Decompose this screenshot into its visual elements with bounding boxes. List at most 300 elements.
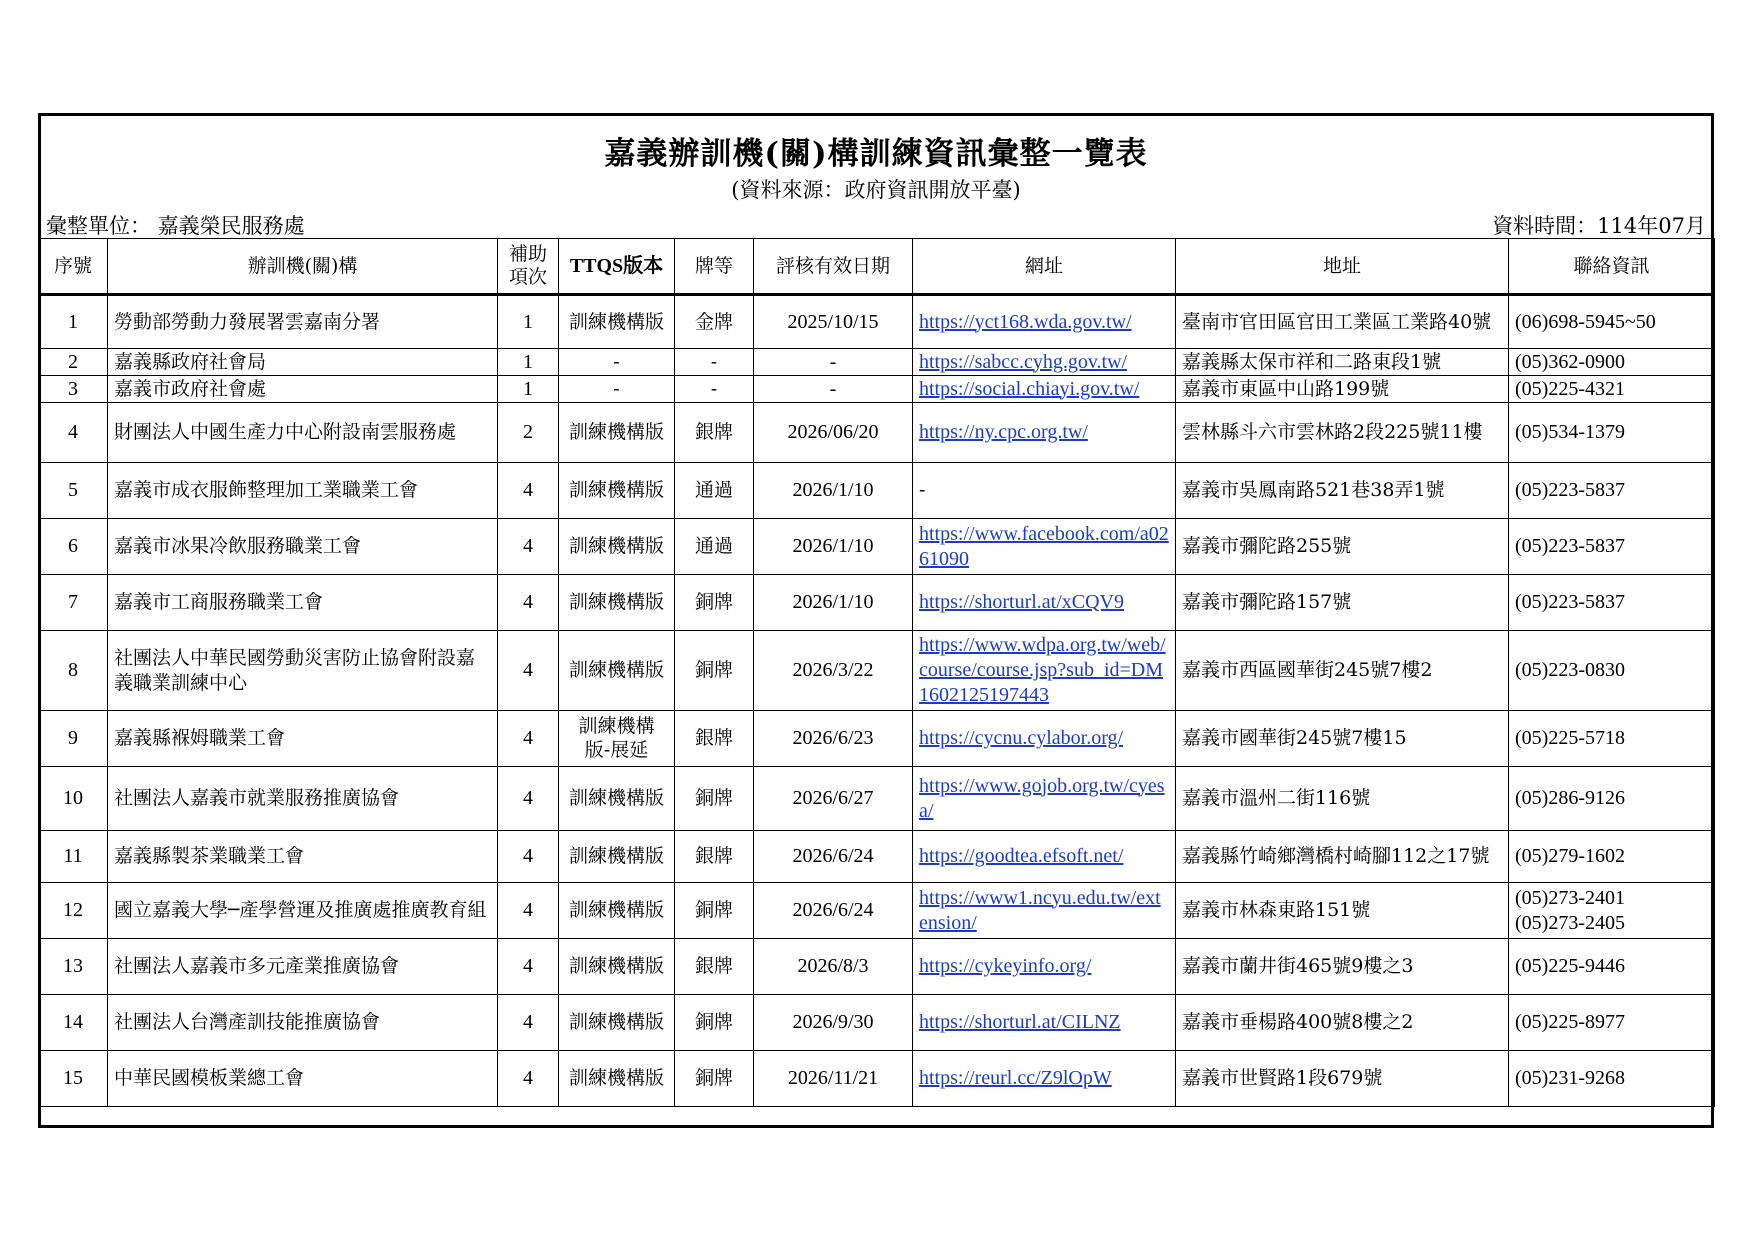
cell-org [108, 939, 498, 995]
cell-valid-date [754, 767, 913, 831]
cell-seq [39, 831, 108, 883]
cell-subsidy-text: 4 [523, 591, 533, 613]
cell-subsidy [498, 631, 559, 711]
cell-ttqs-text: 訓練機構版 [568, 310, 664, 333]
cell-grade [675, 767, 754, 831]
cell-subsidy-text: 4 [523, 479, 533, 501]
cell-valid-date-text: - [829, 350, 837, 373]
cell-org-text: 社團法人嘉義市多元產業推廣協會 [114, 955, 400, 977]
cell-subsidy-text: 4 [523, 535, 533, 557]
cell-contact [1509, 376, 1715, 403]
url-link[interactable]: https://www1.ncyu.edu.tw/extension/ [919, 886, 1161, 934]
cell-contact [1509, 831, 1715, 883]
table-row [39, 463, 1715, 519]
cell-address [1176, 831, 1509, 883]
cell-valid-date [754, 631, 913, 711]
table-header-row [39, 239, 1715, 295]
cell-url [913, 1051, 1176, 1107]
cell-contact-text: (05)225-9446 [1515, 955, 1625, 977]
cell-grade-text: 金牌 [694, 310, 733, 333]
cell-grade-text: 銀牌 [694, 421, 733, 443]
cell-contact [1509, 349, 1715, 376]
cell-seq [39, 1051, 108, 1107]
cell-contact [1509, 995, 1715, 1051]
table-row [39, 349, 1715, 376]
url-link[interactable]: https://shorturl.at/xCQV9 [919, 591, 1124, 613]
table-body [39, 295, 1715, 1107]
cell-seq-text: 11 [63, 845, 83, 867]
cell-contact [1509, 403, 1715, 463]
cell-valid-date [754, 295, 913, 349]
cell-ttqs [559, 883, 675, 939]
cell-address [1176, 349, 1509, 376]
cell-grade [675, 939, 754, 995]
cell-grade-text: 銅牌 [694, 787, 733, 809]
cell-ttqs-text: 訓練機構版 [568, 1011, 664, 1033]
cell-valid-date [754, 939, 913, 995]
cell-org-text: 嘉義市工商服務職業工會 [114, 591, 324, 613]
cell-grade [675, 575, 754, 631]
cell-org [108, 376, 498, 403]
cell-subsidy-text: 1 [523, 350, 533, 373]
table-row [39, 939, 1715, 995]
cell-ttqs-text: 訓練機構版 [568, 479, 664, 501]
cell-ttqs [559, 711, 675, 767]
cell-subsidy-text: 4 [523, 845, 533, 867]
header-subsidy: 補助項次 [498, 239, 559, 295]
cell-address-text: 嘉義市林森東路151號 [1182, 899, 1371, 921]
table-row [39, 295, 1715, 349]
url-link[interactable]: https://www.gojob.org.tw/cyesa/ [919, 774, 1165, 822]
cell-valid-date-text: 2026/3/22 [792, 659, 874, 681]
table-row [39, 1051, 1715, 1107]
cell-ttqs [559, 767, 675, 831]
cell-subsidy-text: 2 [523, 421, 533, 443]
cell-ttqs [559, 831, 675, 883]
cell-seq [39, 349, 108, 376]
cell-contact-text: (05)223-5837 [1515, 535, 1625, 557]
cell-url [913, 883, 1176, 939]
cell-ttqs [559, 349, 675, 376]
document-sheet [38, 113, 1714, 1128]
cell-address [1176, 403, 1509, 463]
cell-contact-text: (05)286-9126 [1515, 787, 1625, 809]
cell-seq [39, 519, 108, 575]
cell-valid-date-text: 2026/8/3 [797, 955, 869, 977]
cell-address-text: 嘉義市東區中山路199號 [1182, 377, 1390, 400]
cell-valid-date-text: 2026/1/10 [792, 479, 874, 501]
cell-subsidy [498, 939, 559, 995]
cell-subsidy [498, 349, 559, 376]
cell-org [108, 349, 498, 376]
cell-grade-text: 銀牌 [694, 845, 733, 867]
cell-grade [675, 349, 754, 376]
cell-address [1176, 883, 1509, 939]
url-link[interactable]: https://goodtea.efsoft.net/ [919, 845, 1124, 867]
cell-address-text: 嘉義市溫州二街116號 [1182, 787, 1371, 809]
cell-contact [1509, 767, 1715, 831]
table-row [39, 376, 1715, 403]
url-link[interactable]: https://sabcc.cyhg.gov.tw/ [919, 350, 1128, 373]
cell-seq [39, 376, 108, 403]
compiling-unit: 彙整單位： 嘉義榮民服務處 [46, 214, 305, 238]
cell-contact [1509, 463, 1715, 519]
cell-grade-text: 銅牌 [694, 659, 733, 681]
document-title: 嘉義辦訓機(關)構訓練資訊彙整一覽表 [604, 136, 1148, 172]
cell-address-text: 雲林縣斗六市雲林路2段225號11樓 [1182, 421, 1483, 443]
cell-url [913, 631, 1176, 711]
cell-valid-date [754, 831, 913, 883]
cell-seq [39, 711, 108, 767]
cell-address [1176, 1051, 1509, 1107]
cell-url [913, 349, 1176, 376]
cell-seq-text: 1 [68, 310, 78, 333]
cell-ttqs [559, 519, 675, 575]
cell-ttqs-text: - [613, 350, 620, 373]
cell-valid-date-text: 2026/1/10 [792, 535, 874, 557]
document-subtitle: (資料來源：政府資訊開放平臺) [731, 178, 1021, 202]
cell-address [1176, 295, 1509, 349]
cell-org-text: 財團法人中國生產力中心附設南雲服務處 [114, 421, 457, 443]
cell-subsidy [498, 883, 559, 939]
header-grade: 牌等 [675, 239, 754, 295]
cell-contact-text: (05)223-5837 [1515, 591, 1625, 613]
cell-org [108, 995, 498, 1051]
cell-grade [675, 1051, 754, 1107]
cell-org-text: 勞動部勞動力發展署雲嘉南分署 [114, 310, 381, 333]
url-link[interactable]: https://shorturl.at/CILNZ [919, 1011, 1121, 1033]
cell-seq [39, 995, 108, 1051]
cell-contact-text: (05)223-0830 [1515, 659, 1625, 681]
cell-seq-text: 15 [63, 1067, 83, 1089]
cell-contact [1509, 711, 1715, 767]
cell-subsidy-text: 4 [523, 899, 533, 921]
cell-subsidy-text: 1 [523, 377, 533, 400]
cell-ttqs-text: 訓練機構版 [568, 659, 664, 681]
cell-org-text: 中華民國模板業總工會 [114, 1067, 305, 1089]
header-seq: 序號 [39, 239, 108, 295]
cell-url [913, 376, 1176, 403]
header-ttqs: TTQS版本 [559, 239, 675, 295]
cell-grade [675, 376, 754, 403]
cell-valid-date [754, 995, 913, 1051]
cell-seq [39, 403, 108, 463]
cell-org-text: 嘉義市政府社會處 [114, 377, 267, 400]
cell-ttqs-text: 訓練機構版-展延 [578, 715, 655, 761]
cell-grade-text: 銅牌 [694, 1067, 733, 1089]
cell-seq [39, 295, 108, 349]
cell-valid-date-text: 2026/1/10 [792, 591, 874, 613]
cell-ttqs-text: 訓練機構版 [568, 845, 664, 867]
cell-ttqs-text: 訓練機構版 [568, 899, 664, 921]
cell-address-text: 嘉義市垂楊路400號8樓之2 [1182, 1011, 1414, 1033]
url-link[interactable]: https://reurl.cc/Z9lOpW [919, 1067, 1112, 1089]
cell-contact-text: (05)225-4321 [1515, 377, 1625, 400]
cell-grade [675, 631, 754, 711]
cell-org [108, 1051, 498, 1107]
cell-valid-date-text: 2026/6/27 [792, 787, 874, 809]
cell-seq-text: 5 [68, 479, 78, 501]
cell-contact [1509, 631, 1715, 711]
cell-grade-text: 銀牌 [694, 727, 733, 749]
cell-contact [1509, 519, 1715, 575]
cell-ttqs-text: 訓練機構版 [568, 1067, 664, 1089]
cell-url [913, 767, 1176, 831]
table-row [39, 519, 1715, 575]
cell-subsidy-text: 4 [523, 659, 533, 681]
cell-url [913, 403, 1176, 463]
cell-address [1176, 711, 1509, 767]
cell-ttqs [559, 376, 675, 403]
url-link[interactable]: https://cycnu.cylabor.org/ [919, 727, 1124, 749]
cell-org [108, 831, 498, 883]
cell-valid-date-text: 2026/11/21 [787, 1067, 879, 1089]
cell-org-text: 嘉義縣製茶業職業工會 [114, 845, 305, 867]
cell-valid-date [754, 519, 913, 575]
cell-contact-text: (05)273-2401 (05)273-2405 [1515, 886, 1625, 934]
cell-subsidy-text: 4 [523, 1011, 533, 1033]
cell-valid-date-text: 2026/6/23 [792, 727, 874, 749]
header-valid: 評核有效日期 [754, 239, 913, 295]
cell-contact [1509, 883, 1715, 939]
cell-address [1176, 631, 1509, 711]
table-row [39, 711, 1715, 767]
cell-ttqs-text: 訓練機構版 [568, 421, 664, 443]
cell-grade [675, 711, 754, 767]
cell-grade-text: 通過 [694, 479, 733, 501]
cell-seq-text: 12 [63, 899, 83, 921]
cell-ttqs [559, 295, 675, 349]
cell-org-text: 嘉義縣政府社會局 [114, 350, 267, 373]
cell-valid-date-text: 2026/06/20 [787, 421, 879, 443]
cell-seq [39, 463, 108, 519]
cell-grade [675, 463, 754, 519]
cell-seq [39, 883, 108, 939]
cell-org-text: 嘉義市冰果冷飲服務職業工會 [114, 535, 362, 557]
cell-url-text: - [919, 479, 926, 501]
cell-org [108, 295, 498, 349]
header-url: 網址 [913, 239, 1176, 295]
data-date: 資料時間：114年07月 [1492, 214, 1706, 238]
cell-valid-date [754, 376, 913, 403]
table-row [39, 575, 1715, 631]
cell-grade-text: 銅牌 [694, 591, 733, 613]
cell-valid-date-text: 2026/9/30 [792, 1011, 874, 1033]
cell-url [913, 519, 1176, 575]
cell-seq-text: 13 [63, 955, 83, 977]
cell-seq-text: 14 [63, 1011, 83, 1033]
cell-org [108, 631, 498, 711]
cell-org-text: 社團法人台灣產訓技能推廣協會 [114, 1011, 381, 1033]
cell-ttqs [559, 631, 675, 711]
cell-seq-text: 4 [68, 421, 78, 443]
table-row [39, 767, 1715, 831]
cell-valid-date [754, 711, 913, 767]
url-link[interactable]: https://social.chiayi.gov.tw/ [919, 377, 1140, 400]
cell-address-text: 嘉義縣竹崎鄉灣橋村崎腳112之17號 [1182, 845, 1490, 867]
cell-address-text: 嘉義市西區國華街245號7樓2 [1182, 659, 1433, 681]
cell-grade [675, 831, 754, 883]
cell-address [1176, 995, 1509, 1051]
cell-subsidy [498, 295, 559, 349]
cell-subsidy [498, 376, 559, 403]
table-row [39, 831, 1715, 883]
cell-url [913, 575, 1176, 631]
cell-seq-text: 3 [68, 377, 78, 400]
cell-url [913, 995, 1176, 1051]
cell-valid-date [754, 883, 913, 939]
cell-subsidy-text: 4 [523, 1067, 533, 1089]
cell-org-text: 嘉義縣褓姆職業工會 [114, 727, 286, 749]
cell-subsidy-text: 4 [523, 955, 533, 977]
cell-seq-text: 2 [68, 350, 78, 373]
cell-contact-text: (05)223-5837 [1515, 479, 1625, 501]
cell-ttqs [559, 995, 675, 1051]
cell-url [913, 463, 1176, 519]
cell-ttqs [559, 463, 675, 519]
training-institution-table [38, 238, 1715, 1107]
cell-ttqs-text: 訓練機構版 [568, 535, 664, 557]
cell-contact-text: (06)698-5945~50 [1515, 310, 1656, 333]
cell-subsidy-text: 4 [523, 727, 533, 749]
cell-subsidy-text: 1 [523, 310, 533, 333]
cell-grade-text: 銅牌 [694, 1011, 733, 1033]
cell-address [1176, 575, 1509, 631]
cell-org-text: 嘉義市成衣服飾整理加工業職業工會 [114, 479, 419, 501]
cell-org-text: 國立嘉義大學─產學營運及推廣處推廣教育組 [114, 899, 487, 921]
cell-org [108, 575, 498, 631]
cell-subsidy [498, 767, 559, 831]
cell-org [108, 767, 498, 831]
url-link[interactable]: https://ny.cpc.org.tw/ [919, 421, 1088, 443]
cell-address [1176, 519, 1509, 575]
cell-subsidy [498, 575, 559, 631]
cell-seq-text: 8 [68, 659, 78, 681]
cell-grade-text: - [710, 377, 718, 400]
header-org: 辦訓機(關)構 [108, 239, 498, 295]
cell-ttqs [559, 575, 675, 631]
header-address: 地址 [1176, 239, 1509, 295]
cell-address-text: 嘉義市蘭井街465號9樓之3 [1182, 955, 1414, 977]
cell-subsidy [498, 403, 559, 463]
cell-contact-text: (05)225-5718 [1515, 727, 1625, 749]
cell-grade [675, 883, 754, 939]
cell-org [108, 711, 498, 767]
cell-subsidy [498, 1051, 559, 1107]
cell-seq [39, 631, 108, 711]
table-row [39, 995, 1715, 1051]
cell-ttqs-text: 訓練機構版 [568, 591, 664, 613]
cell-org [108, 883, 498, 939]
cell-seq-text: 6 [68, 535, 78, 557]
cell-contact-text: (05)534-1379 [1515, 421, 1625, 443]
cell-valid-date-text: 2026/6/24 [792, 845, 874, 867]
cell-ttqs-text: - [613, 377, 620, 400]
cell-org-text: 社團法人嘉義市就業服務推廣協會 [114, 787, 400, 809]
cell-contact-text: (05)225-8977 [1515, 1011, 1625, 1033]
cell-ttqs [559, 939, 675, 995]
url-link[interactable]: https://www.wdpa.org.tw/web/course/course.jsp?sub_id=DM1602125197443 [919, 634, 1166, 706]
cell-valid-date [754, 349, 913, 376]
cell-org-text: 社團法人中華民國勞動災害防止協會附設嘉義職業訓練中心 [114, 646, 476, 694]
cell-valid-date [754, 463, 913, 519]
cell-subsidy-text: 4 [523, 787, 533, 809]
cell-subsidy [498, 995, 559, 1051]
cell-contact [1509, 939, 1715, 995]
url-link[interactable]: https://cykeyinfo.org/ [919, 955, 1092, 977]
cell-address-text: 嘉義市彌陀路157號 [1182, 591, 1352, 613]
header-contact: 聯絡資訊 [1509, 239, 1715, 295]
cell-ttqs [559, 1051, 675, 1107]
cell-address [1176, 767, 1509, 831]
cell-grade [675, 403, 754, 463]
cell-seq [39, 767, 108, 831]
cell-address [1176, 463, 1509, 519]
cell-seq-text: 7 [68, 591, 78, 613]
cell-url [913, 295, 1176, 349]
cell-subsidy [498, 519, 559, 575]
cell-address-text: 嘉義市國華街245號7樓15 [1182, 727, 1407, 749]
cell-valid-date [754, 1051, 913, 1107]
cell-address [1176, 376, 1509, 403]
cell-contact-text: (05)279-1602 [1515, 845, 1625, 867]
cell-org [108, 403, 498, 463]
cell-seq-text: 10 [63, 787, 83, 809]
cell-grade-text: - [710, 350, 718, 373]
cell-subsidy [498, 711, 559, 767]
cell-address-text: 臺南市官田區官田工業區工業路40號 [1182, 310, 1492, 333]
cell-seq-text: 9 [68, 727, 78, 749]
cell-address-text: 嘉義市世賢路1段679號 [1182, 1067, 1383, 1089]
cell-subsidy [498, 831, 559, 883]
url-link[interactable]: https://www.facebook.com/a0261090 [919, 522, 1169, 570]
cell-grade-text: 銀牌 [694, 955, 733, 977]
cell-seq [39, 939, 108, 995]
cell-valid-date-text: - [829, 377, 837, 400]
cell-address [1176, 939, 1509, 995]
table-row [39, 883, 1715, 939]
cell-contact-text: (05)362-0900 [1515, 350, 1625, 373]
cell-url [913, 711, 1176, 767]
cell-valid-date [754, 575, 913, 631]
cell-url [913, 831, 1176, 883]
cell-grade [675, 519, 754, 575]
cell-grade [675, 995, 754, 1051]
table-row [39, 631, 1715, 711]
cell-url [913, 939, 1176, 995]
cell-valid-date-text: 2025/10/15 [787, 310, 879, 333]
cell-subsidy [498, 463, 559, 519]
cell-valid-date [754, 403, 913, 463]
cell-contact [1509, 295, 1715, 349]
cell-grade [675, 295, 754, 349]
cell-contact [1509, 575, 1715, 631]
cell-grade-text: 銅牌 [694, 899, 733, 921]
cell-address-text: 嘉義市吳鳳南路521巷38弄1號 [1182, 479, 1445, 501]
url-link[interactable]: https://yct168.wda.gov.tw/ [919, 310, 1132, 333]
cell-grade-text: 通過 [694, 535, 733, 557]
cell-contact [1509, 1051, 1715, 1107]
cell-ttqs-text: 訓練機構版 [568, 787, 664, 809]
cell-org [108, 519, 498, 575]
cell-address-text: 嘉義縣太保市祥和二路東段1號 [1182, 350, 1442, 373]
cell-contact-text: (05)231-9268 [1515, 1067, 1625, 1089]
cell-ttqs-text: 訓練機構版 [568, 955, 664, 977]
cell-ttqs [559, 403, 675, 463]
table-row [39, 403, 1715, 463]
cell-address-text: 嘉義市彌陀路255號 [1182, 535, 1352, 557]
cell-seq [39, 575, 108, 631]
